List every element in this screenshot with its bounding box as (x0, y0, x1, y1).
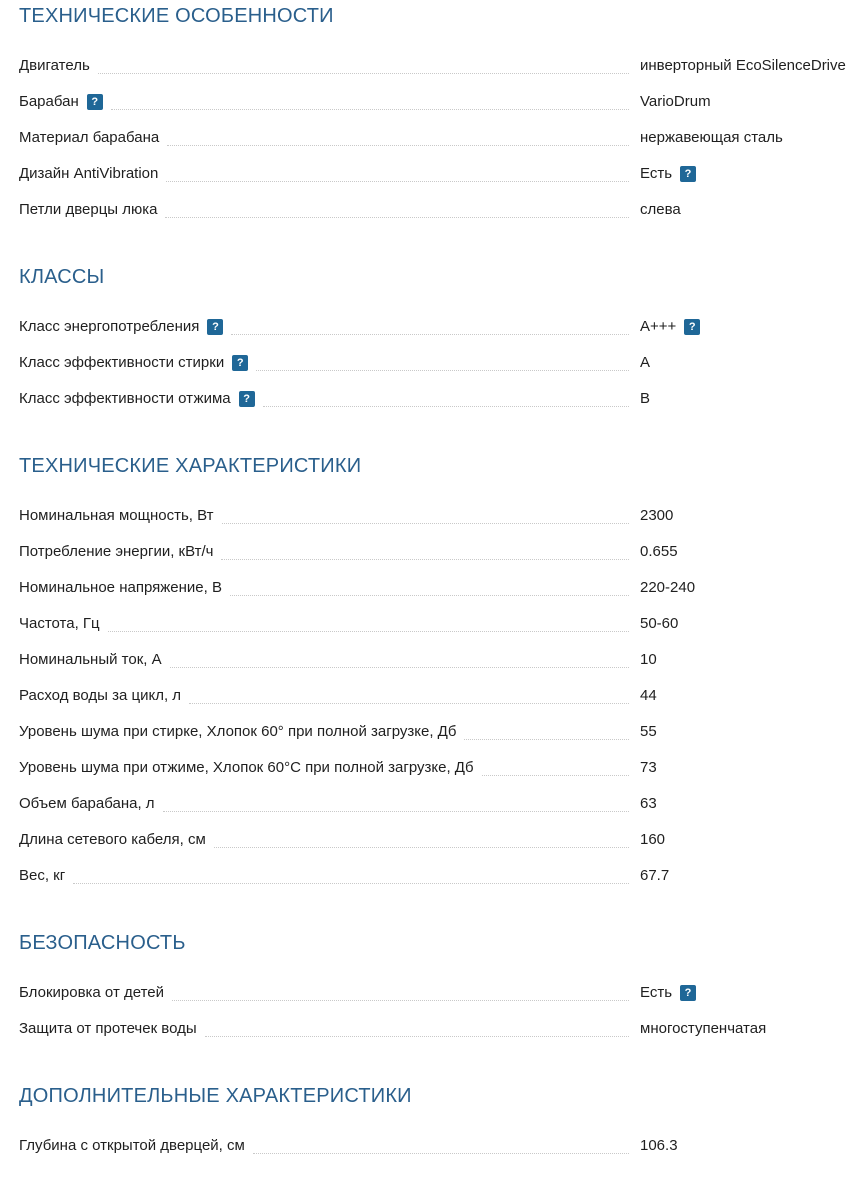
spec-row (0, 828, 859, 852)
spec-value: A (640, 354, 651, 371)
section-title: ДОПОЛНИТЕЛЬНЫЕ ХАРАКТЕРИСТИКИ (19, 1085, 412, 1107)
spec-row (0, 684, 859, 708)
spec-label: Номинальное напряжение, В (19, 578, 230, 598)
spec-label: Дизайн AntiVibration (19, 164, 166, 184)
spec-value: 63 (640, 795, 657, 812)
spec-row (0, 648, 859, 672)
spec-row (0, 981, 859, 1005)
dotted-leader (253, 1153, 629, 1154)
spec-label: Номинальная мощность, Вт (19, 506, 222, 526)
spec-value: B (640, 390, 651, 407)
spec-label: Петли дверцы люка (19, 200, 165, 220)
spec-row (0, 612, 859, 636)
dotted-leader (172, 1000, 629, 1001)
spec-value: 10 (640, 651, 657, 668)
spec-row (0, 351, 859, 375)
spec-label: Расход воды за цикл, л (19, 686, 189, 706)
spec-value: 73 (640, 759, 657, 776)
dotted-leader (166, 181, 629, 182)
help-icon[interactable]: ? (87, 94, 103, 110)
spec-value: многоступенчатая (640, 1020, 767, 1037)
dotted-leader (221, 559, 629, 560)
spec-label: Объем барабана, л (19, 794, 163, 814)
section-title: ТЕХНИЧЕСКИЕ ОСОБЕННОСТИ (19, 5, 334, 27)
section-title: КЛАССЫ (19, 266, 105, 288)
dotted-leader (98, 73, 629, 74)
spec-label: Защита от протечек воды (19, 1019, 205, 1039)
dotted-leader (464, 739, 629, 740)
dotted-leader (256, 370, 629, 371)
spec-label: Потребление энергии, кВт/ч (19, 542, 221, 562)
spec-row (0, 540, 859, 564)
spec-label: Материал барабана (19, 128, 167, 148)
spec-value: 220-240 (640, 579, 696, 596)
spec-row (0, 198, 859, 222)
help-icon[interactable]: ? (207, 319, 223, 335)
dotted-leader (214, 847, 629, 848)
dotted-leader (73, 883, 629, 884)
dotted-leader (108, 631, 629, 632)
spec-label: Длина сетевого кабеля, см (19, 830, 214, 850)
dotted-leader (230, 595, 629, 596)
spec-value: 55 (640, 723, 657, 740)
spec-value: нержавеющая сталь (640, 129, 783, 146)
spec-value: A+++ (640, 318, 677, 335)
spec-label: Глубина с открытой дверцей, см (19, 1136, 253, 1156)
spec-label: Частота, Гц (19, 614, 108, 634)
spec-value: 44 (640, 687, 657, 704)
spec-label: Уровень шума при отжиме, Хлопок 60°С при полной загрузке, Дб (19, 758, 482, 778)
spec-value: 2300 (640, 507, 674, 524)
spec-row (0, 792, 859, 816)
spec-value: 160 (640, 831, 666, 848)
spec-label: Класс эффективности отжима (19, 389, 239, 409)
spec-label: Барабан (19, 92, 87, 112)
dotted-leader (205, 1036, 629, 1037)
spec-row (0, 90, 859, 114)
spec-label: Номинальный ток, А (19, 650, 170, 670)
spec-row (0, 387, 859, 411)
help-icon[interactable]: ? (680, 985, 696, 1001)
help-icon[interactable]: ? (239, 391, 255, 407)
dotted-leader (170, 667, 629, 668)
spec-label: Вес, кг (19, 866, 73, 886)
dotted-leader (231, 334, 629, 335)
spec-value: 106.3 (640, 1137, 678, 1154)
spec-row (0, 576, 859, 600)
spec-row (0, 1134, 859, 1158)
spec-label: Класс энергопотребления (19, 317, 207, 337)
dotted-leader (167, 145, 629, 146)
spec-label: Уровень шума при стирке, Хлопок 60° при полной загрузке, Дб (19, 722, 464, 742)
dotted-leader (222, 523, 630, 524)
spec-value: слева (640, 201, 681, 218)
spec-row (0, 864, 859, 888)
help-icon[interactable]: ? (684, 319, 700, 335)
dotted-leader (189, 703, 629, 704)
spec-label: Двигатель (19, 56, 98, 76)
spec-row (0, 315, 859, 339)
spec-value: Есть (640, 984, 673, 1001)
dotted-leader (163, 811, 629, 812)
spec-row (0, 756, 859, 780)
section-title: ТЕХНИЧЕСКИЕ ХАРАКТЕРИСТИКИ (19, 455, 362, 477)
spec-row (0, 504, 859, 528)
dotted-leader (482, 775, 629, 776)
dotted-leader (165, 217, 629, 218)
spec-row (0, 720, 859, 744)
spec-row (0, 126, 859, 150)
spec-row (0, 54, 859, 78)
spec-value: инверторный EcoSilenceDrive (640, 57, 846, 74)
spec-value: Есть (640, 165, 673, 182)
spec-value: 67.7 (640, 867, 670, 884)
dotted-leader (111, 109, 629, 110)
section-title: БЕЗОПАСНОСТЬ (19, 932, 186, 954)
help-icon[interactable]: ? (232, 355, 248, 371)
spec-value: VarioDrum (640, 93, 711, 110)
spec-label: Класс эффективности стирки (19, 353, 232, 373)
help-icon[interactable]: ? (680, 166, 696, 182)
spec-label: Блокировка от детей (19, 983, 172, 1003)
spec-row (0, 162, 859, 186)
dotted-leader (263, 406, 629, 407)
spec-row (0, 1017, 859, 1041)
spec-value: 0.655 (640, 543, 678, 560)
spec-value: 50-60 (640, 615, 679, 632)
